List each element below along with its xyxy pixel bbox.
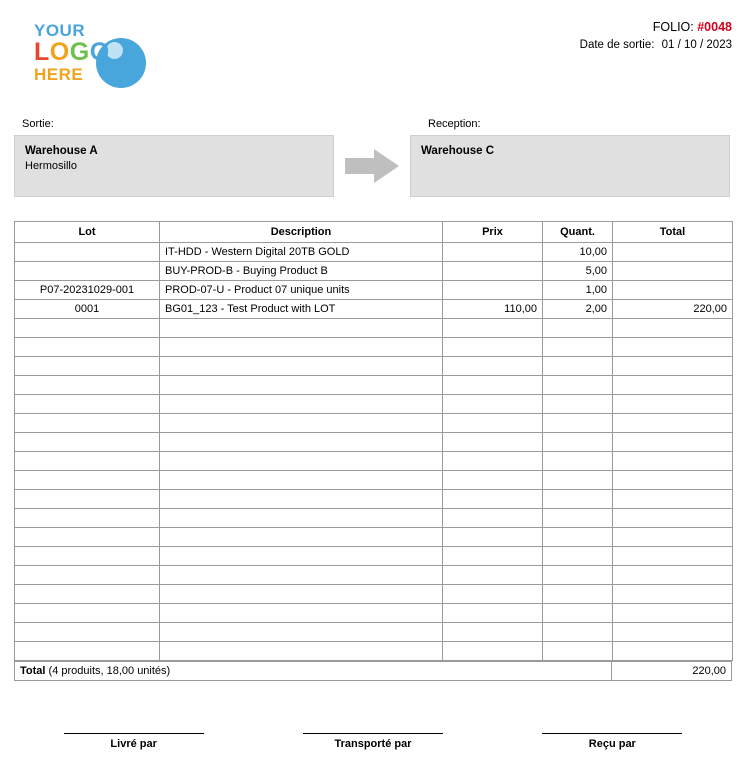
transfer-arrow-wrap: [334, 149, 410, 183]
signature-delivered-by: [24, 733, 244, 750]
cell-quantity: [543, 528, 613, 547]
totals-value-cell: 220,00: [612, 662, 732, 681]
transfer-labels: [14, 118, 732, 130]
document-header: [0, 0, 746, 94]
cell-lot: [15, 528, 160, 547]
totals-table: [14, 661, 732, 681]
cell-description: [160, 414, 443, 433]
cell-price: [443, 509, 543, 528]
items-table-body: [15, 243, 733, 661]
cell-description: [160, 623, 443, 642]
cell-total: [613, 262, 733, 281]
table-row-empty: [15, 471, 733, 490]
cell-description: [160, 471, 443, 490]
cell-lot: [15, 623, 160, 642]
source-label: Sortie:: [22, 118, 54, 130]
cell-price: [443, 547, 543, 566]
cell-total: [613, 376, 733, 395]
cell-lot: [15, 490, 160, 509]
cell-description: [160, 338, 443, 357]
cell-description: [160, 376, 443, 395]
totals-label-rest: (4 produits, 18,00 unités): [45, 665, 171, 677]
cell-price: [443, 566, 543, 585]
transfer-boxes: [14, 135, 732, 197]
cell-total: [613, 604, 733, 623]
cell-total: [613, 490, 733, 509]
table-row-empty: [15, 642, 733, 661]
cell-lot: [15, 433, 160, 452]
table-row-empty: [15, 452, 733, 471]
cell-price: [443, 376, 543, 395]
company-logo: [14, 14, 154, 94]
cell-price: 110,00: [443, 300, 543, 319]
cell-quantity: [543, 357, 613, 376]
source-warehouse-detail: Hermosillo: [25, 160, 77, 172]
cell-quantity: [543, 319, 613, 338]
cell-lot: 0001: [15, 300, 160, 319]
cell-lot: [15, 414, 160, 433]
signature-label: Transporté par: [334, 738, 412, 750]
cell-description: [160, 547, 443, 566]
cell-description: [160, 395, 443, 414]
cell-quantity: [543, 585, 613, 604]
cell-description: [160, 585, 443, 604]
cell-price: [443, 528, 543, 547]
cell-total: [613, 452, 733, 471]
logo-text: [34, 22, 110, 83]
cell-total: [613, 281, 733, 300]
cell-quantity: [543, 642, 613, 661]
header-quantity: Quant.: [543, 222, 613, 243]
header-total: Total: [613, 222, 733, 243]
totals-row: [15, 662, 732, 681]
cell-price: [443, 585, 543, 604]
totals-label-cell: [15, 662, 612, 681]
signature-label: Livré par: [110, 738, 157, 750]
cell-lot: [15, 376, 160, 395]
cell-quantity: 10,00: [543, 243, 613, 262]
header-meta: [580, 14, 732, 51]
cell-price: [443, 262, 543, 281]
cell-price: [443, 490, 543, 509]
items-table-wrap: [14, 221, 732, 681]
cell-price: [443, 452, 543, 471]
table-row: [15, 262, 733, 281]
cell-price: [443, 281, 543, 300]
cell-price: [443, 642, 543, 661]
cell-total: [613, 433, 733, 452]
items-table: [14, 221, 733, 661]
cell-description: PROD-07-U - Product 07 unique units: [160, 281, 443, 300]
cell-lot: [15, 357, 160, 376]
cell-quantity: [543, 509, 613, 528]
transfer-section: [14, 118, 732, 197]
cell-quantity: [543, 395, 613, 414]
cell-quantity: [543, 471, 613, 490]
cell-total: 220,00: [613, 300, 733, 319]
table-row-empty: [15, 319, 733, 338]
arrow-right-icon: [345, 149, 399, 183]
folio-line: [580, 20, 732, 34]
signature-received-by: [502, 733, 722, 750]
cell-quantity: [543, 604, 613, 623]
cell-quantity: 5,00: [543, 262, 613, 281]
signature-line: [303, 733, 443, 734]
signature-line: [64, 733, 204, 734]
cell-quantity: 1,00: [543, 281, 613, 300]
table-row-empty: [15, 604, 733, 623]
cell-price: [443, 414, 543, 433]
cell-quantity: [543, 547, 613, 566]
table-row-empty: [15, 414, 733, 433]
cell-description: [160, 433, 443, 452]
items-table-head: [15, 222, 733, 243]
cell-total: [613, 338, 733, 357]
cell-description: [160, 509, 443, 528]
table-row-empty: [15, 623, 733, 642]
table-row-empty: [15, 585, 733, 604]
cell-description: [160, 642, 443, 661]
date-value: 01 / 10 / 2023: [661, 39, 732, 51]
cell-description: [160, 490, 443, 509]
logo-line-here: HERE: [34, 65, 84, 84]
totals-label-bold: Total: [20, 665, 46, 677]
cell-lot: [15, 566, 160, 585]
table-row-empty: [15, 376, 733, 395]
cell-quantity: [543, 433, 613, 452]
cell-description: [160, 357, 443, 376]
cell-lot: [15, 585, 160, 604]
cell-lot: [15, 642, 160, 661]
table-row-empty: [15, 357, 733, 376]
cell-total: [613, 566, 733, 585]
source-warehouse-box: [14, 135, 334, 197]
header-price: Prix: [443, 222, 543, 243]
cell-price: [443, 357, 543, 376]
folio-value: #0048: [697, 20, 732, 34]
header-description: Description: [160, 222, 443, 243]
header-lot: Lot: [15, 222, 160, 243]
table-row-empty: [15, 433, 733, 452]
cell-description: [160, 319, 443, 338]
source-warehouse-name: Warehouse A: [25, 145, 98, 157]
cell-quantity: [543, 452, 613, 471]
cell-lot: [15, 547, 160, 566]
cell-quantity: [543, 414, 613, 433]
cell-total: [613, 642, 733, 661]
cell-price: [443, 471, 543, 490]
cell-total: [613, 319, 733, 338]
cell-description: IT-HDD - Western Digital 20TB GOLD: [160, 243, 443, 262]
cell-quantity: [543, 490, 613, 509]
cell-lot: [15, 471, 160, 490]
cell-total: [613, 357, 733, 376]
cell-price: [443, 395, 543, 414]
cell-total: [613, 243, 733, 262]
cell-price: [443, 319, 543, 338]
destination-label: Reception:: [428, 118, 481, 130]
logo-line-your: YOUR: [34, 21, 86, 40]
cell-total: [613, 509, 733, 528]
signature-line: [542, 733, 682, 734]
cell-total: [613, 471, 733, 490]
table-row-empty: [15, 509, 733, 528]
cell-description: BG01_123 - Test Product with LOT: [160, 300, 443, 319]
table-row-empty: [15, 338, 733, 357]
signature-transported-by: [263, 733, 483, 750]
cell-price: [443, 338, 543, 357]
cell-description: [160, 452, 443, 471]
cell-lot: [15, 509, 160, 528]
cell-total: [613, 528, 733, 547]
table-row-empty: [15, 566, 733, 585]
cell-price: [443, 604, 543, 623]
cell-quantity: [543, 376, 613, 395]
cell-lot: [15, 243, 160, 262]
cell-description: [160, 604, 443, 623]
table-row-empty: [15, 395, 733, 414]
cell-quantity: [543, 623, 613, 642]
cell-lot: [15, 452, 160, 471]
cell-price: [443, 243, 543, 262]
cell-description: [160, 528, 443, 547]
destination-warehouse-name: Warehouse C: [421, 145, 495, 157]
cell-lot: [15, 262, 160, 281]
cell-lot: P07-20231029-001: [15, 281, 160, 300]
logo-line-logo: LOGO: [34, 38, 110, 66]
cell-price: [443, 623, 543, 642]
table-header-row: [15, 222, 733, 243]
signatures-section: [14, 733, 732, 750]
cell-quantity: [543, 338, 613, 357]
cell-total: [613, 623, 733, 642]
destination-warehouse-box: [410, 135, 730, 197]
cell-description: [160, 566, 443, 585]
cell-lot: [15, 395, 160, 414]
table-row: [15, 243, 733, 262]
cell-total: [613, 395, 733, 414]
folio-label: FOLIO:: [652, 20, 694, 34]
table-row: [15, 281, 733, 300]
signature-label: Reçu par: [588, 738, 636, 750]
date-line: [580, 39, 732, 51]
cell-lot: [15, 319, 160, 338]
cell-quantity: 2,00: [543, 300, 613, 319]
table-row-empty: [15, 547, 733, 566]
cell-total: [613, 585, 733, 604]
cell-description: BUY-PROD-B - Buying Product B: [160, 262, 443, 281]
cell-quantity: [543, 566, 613, 585]
table-row: [15, 300, 733, 319]
cell-total: [613, 414, 733, 433]
cell-lot: [15, 604, 160, 623]
date-label: Date de sortie:: [579, 39, 655, 51]
cell-lot: [15, 338, 160, 357]
table-row-empty: [15, 490, 733, 509]
cell-total: [613, 547, 733, 566]
cell-price: [443, 433, 543, 452]
table-row-empty: [15, 528, 733, 547]
